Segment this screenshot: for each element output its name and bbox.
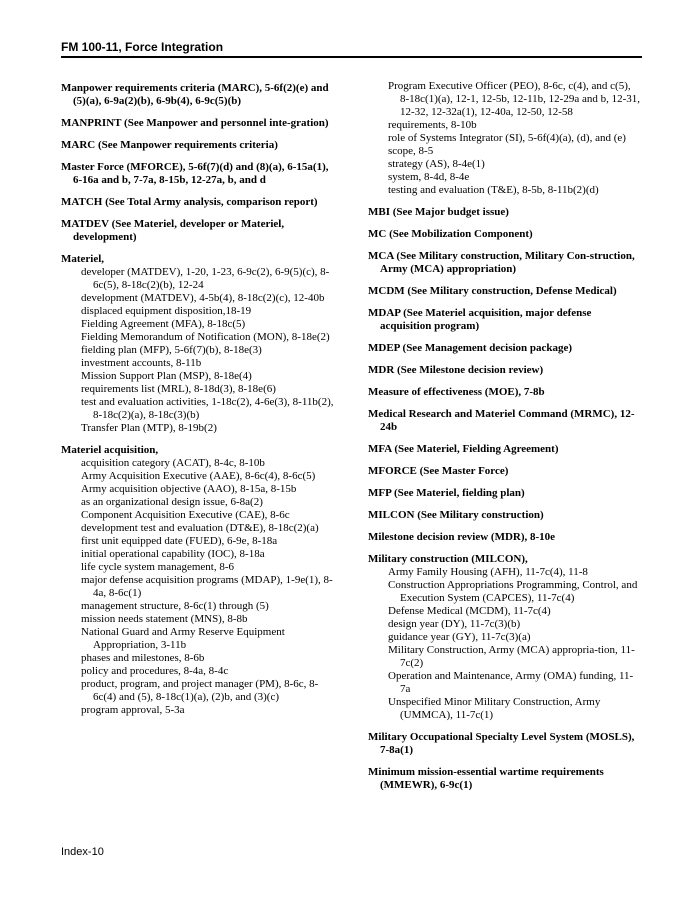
index-entry [368, 487, 642, 500]
index-entry [368, 250, 642, 276]
index-main-term: MATDEV (See Materiel, developer or Materiel, development) [61, 218, 285, 243]
index-entry [368, 285, 642, 298]
index-subentry: as an organizational design issue, 6-8a(2) [81, 496, 263, 508]
index-entry [368, 465, 642, 478]
index-entry [368, 80, 642, 197]
index-subentry: product, program, and project manager (PM), 8-6c, 8-6c(4) and (5), 8-18c(1)(a), (2)b, and (3)(c) [81, 678, 319, 703]
index-entry [368, 206, 642, 219]
index-entry [368, 443, 642, 456]
index-subentry: role of Systems Integrator (SI), 5-6f(4)(a), (d), and (e) [388, 132, 626, 144]
index-main-term: MFA (See Materiel, Fielding Agreement) [368, 443, 559, 455]
index-subentry: mission needs statement (MNS), 8-8b [81, 613, 248, 625]
index-subentry: requirements list (MRL), 8-18d(3), 8-18e(6) [81, 383, 276, 395]
index-column-left [61, 82, 337, 726]
index-subentry: development test and evaluation (DT&E), 8-18c(2)(a) [81, 522, 319, 534]
index-subentry: requirements, 8-10b [388, 119, 477, 131]
index-subentry: Construction Appropriations Programming, Control, and Execution System (CAPCES), 11-7c(4) [388, 579, 638, 604]
index-subentry: scope, 8-5 [388, 145, 434, 157]
index-main-term: MFORCE (See Master Force) [368, 465, 509, 477]
index-entry [61, 161, 337, 187]
index-main-term: Military Occupational Specialty Level System (MOSLS), 7-8a(1) [368, 731, 635, 756]
index-subentry: development (MATDEV), 4-5b(4), 8-18c(2)(c), 12-40b [81, 292, 325, 304]
index-subentry: investment accounts, 8-11b [81, 357, 202, 369]
index-entry [368, 386, 642, 399]
index-subentry: management structure, 8-6c(1) through (5) [81, 600, 269, 612]
index-main-term: Materiel, [61, 253, 105, 265]
index-subentry: Operation and Maintenance, Army (OMA) funding, 11-7a [388, 670, 634, 695]
index-main-term: MATCH (See Total Army analysis, comparison report) [61, 196, 318, 208]
index-column-right [368, 80, 642, 801]
index-subentry: first unit equipped date (FUED), 6-9e, 8-18a [81, 535, 278, 547]
index-entry [368, 553, 642, 722]
index-entry [61, 253, 337, 435]
index-subentry: guidance year (GY), 11-7c(3)(a) [388, 631, 531, 643]
index-subentry: Army acquisition objective (AAO), 8-15a, 8-15b [81, 483, 297, 495]
index-subentry: policy and procedures, 8-4a, 8-4c [81, 665, 229, 677]
index-entry [368, 228, 642, 241]
index-subentry: phases and milestones, 8-6b [81, 652, 205, 664]
index-subentry: design year (DY), 11-7c(3)(b) [388, 618, 521, 630]
index-main-term: MCDM (See Military construction, Defense Medical) [368, 285, 617, 297]
index-main-term: Measure of effectiveness (MOE), 7-8b [368, 386, 545, 398]
index-subentry: major defense acquisition programs (MDAP), 1-9e(1), 8-4a, 8-6c(1) [81, 574, 333, 599]
index-main-term: MANPRINT (See Manpower and personnel inte-gration) [61, 117, 329, 129]
index-main-term: MBI (See Major budget issue) [368, 206, 509, 218]
page-header: FM 100-11, Force Integration [61, 40, 224, 54]
index-entry [61, 117, 337, 130]
index-entry [368, 531, 642, 544]
index-entry [61, 218, 337, 244]
index-main-term: Minimum mission-essential wartime requirements (MMEWR), 6-9c(1) [368, 766, 604, 791]
index-subentry: initial operational capability (IOC), 8-18a [81, 548, 265, 560]
index-subentry: displaced equipment disposition,18-19 [81, 305, 252, 317]
index-subentry: test and evaluation activities, 1-18c(2), 4-6e(3), 8-11b(2), 8-18c(2)(a), 8-18c(3)(b) [81, 396, 334, 421]
index-subentry: Army Family Housing (AFH), 11-7c(4), 11-8 [388, 566, 588, 578]
index-subentry: testing and evaluation (T&E), 8-5b, 8-11b(2)(d) [388, 184, 599, 196]
index-subentry: Component Acquisition Executive (CAE), 8-6c [81, 509, 290, 521]
index-main-term: MDR (See Milestone decision review) [368, 364, 544, 376]
index-main-term: Milestone decision review (MDR), 8-10e [368, 531, 556, 543]
index-main-term: Manpower requirements criteria (MARC), 5-6f(2)(e) and (5)(a), 6-9a(2)(b), 6-9b(4), 6-9c(5)(b) [61, 82, 329, 107]
index-subentry: Mission Support Plan (MSP), 8-18e(4) [81, 370, 252, 382]
index-entry [368, 731, 642, 757]
index-entry [61, 139, 337, 152]
index-subentry: Military Construction, Army (MCA) appropria-tion, 11-7c(2) [388, 644, 635, 669]
index-subentry: system, 8-4d, 8-4e [388, 171, 470, 183]
index-main-term: MARC (See Manpower requirements criteria) [61, 139, 278, 151]
index-main-term: MDAP (See Materiel acquisition, major defense acquisition program) [368, 307, 592, 332]
index-entry [368, 307, 642, 333]
index-subentry: acquisition category (ACAT), 8-4c, 8-10b [81, 457, 265, 469]
index-subentry: Fielding Agreement (MFA), 8-18c(5) [81, 318, 246, 330]
index-entry [61, 82, 337, 108]
index-subentry: life cycle system management, 8-6 [81, 561, 235, 573]
index-entry [368, 364, 642, 377]
page-number: Index-10 [61, 846, 104, 858]
index-main-term: MILCON (See Military construction) [368, 509, 544, 521]
index-entry [368, 766, 642, 792]
index-subentry: Fielding Memorandum of Notification (MON), 8-18e(2) [81, 331, 330, 343]
index-subentry: Unspecified Minor Military Construction, Army (UMMCA), 11-7c(1) [388, 696, 601, 721]
index-subentry: Transfer Plan (MTP), 8-19b(2) [81, 422, 217, 434]
index-main-term: MC (See Mobilization Component) [368, 228, 533, 240]
index-subentry: Defense Medical (MCDM), 11-7c(4) [388, 605, 551, 617]
index-entry [61, 444, 337, 717]
index-subentry: strategy (AS), 8-4e(1) [388, 158, 485, 170]
index-entry [368, 342, 642, 355]
header-rule [61, 56, 642, 58]
index-entry [368, 408, 642, 434]
index-subentry: fielding plan (MFP), 5-6f(7)(b), 8-18e(3) [81, 344, 262, 356]
index-subentry: program approval, 5-3a [81, 704, 185, 716]
index-main-term: MDEP (See Management decision package) [368, 342, 573, 354]
index-main-term: MFP (See Materiel, fielding plan) [368, 487, 525, 499]
index-entry [368, 509, 642, 522]
index-main-term: Materiel acquisition, [61, 444, 159, 456]
index-subentry: developer (MATDEV), 1-20, 1-23, 6-9c(2), 6-9(5)(c), 8-6c(5), 8-18c(2)(b), 12-24 [81, 266, 330, 291]
index-main-term: Master Force (MFORCE), 5-6f(7)(d) and (8)(a), 6-15a(1), 6-16a and b, 7-7a, 8-15b, 12-27a, b, and d [61, 161, 329, 186]
index-main-term: Medical Research and Materiel Command (MRMC), 12-24b [368, 408, 635, 433]
index-subentry: Program Executive Officer (PEO), 8-6c, c(4), and c(5), 8-18c(1)(a), 12-1, 12-5b, 12-11b, 12-29a and b, 12-31, 12-32, 12-32a(1), 12-40a, 12-50, 12-58 [388, 80, 641, 118]
index-subentry: Army Acquisition Executive (AAE), 8-6c(4), 8-6c(5) [81, 470, 316, 482]
index-main-term: MCA (See Military construction, Military Con-struction, Army (MCA) appropriation) [368, 250, 635, 275]
index-subentry: National Guard and Army Reserve Equipment Appropriation, 3-11b [81, 626, 285, 651]
index-main-term: Military construction (MILCON), [368, 553, 528, 565]
index-entry [61, 196, 337, 209]
